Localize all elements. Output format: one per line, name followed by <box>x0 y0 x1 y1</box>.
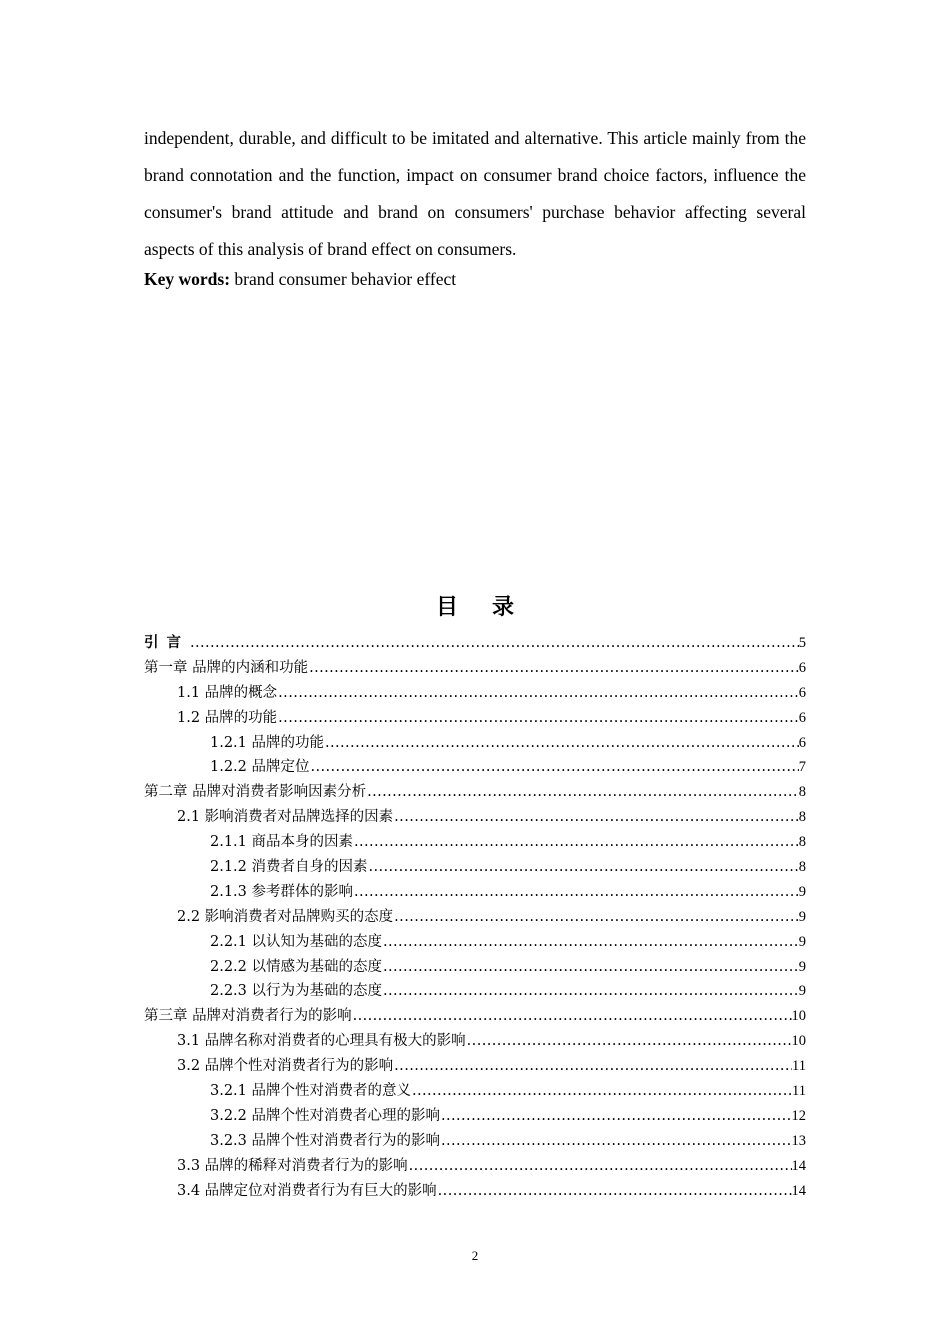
toc-entry-page: 9 <box>798 933 806 950</box>
toc-entry-page: 6 <box>798 659 806 676</box>
toc-entry-page: 10 <box>791 1033 806 1050</box>
toc-leader <box>394 805 799 830</box>
toc-leader <box>325 731 799 756</box>
toc-leader <box>438 1179 792 1204</box>
toc-leader <box>311 755 799 780</box>
toc-entry-page: 6 <box>798 709 806 726</box>
toc-leader <box>367 780 799 805</box>
toc-entry-label: 3.1 品牌名称对消费者的心理具有极大的影响 <box>177 1033 466 1050</box>
toc-leader <box>467 1029 792 1054</box>
toc-entry-3-2-1[interactable] <box>144 1079 806 1104</box>
abstract-paragraph: independent, durable, and difficult to be imitated and alternative. This article mainly from the brand connotation and the function, impact on consumer brand choice factors, influence the consumer's brand attitude and brand on consumers' purchase behavior affecting several aspects of this analysis of brand effect on consumers. <box>144 128 806 259</box>
toc-entry-page: 7 <box>798 759 806 776</box>
toc-entry-3-3[interactable] <box>144 1154 806 1179</box>
table-of-contents <box>144 631 806 1203</box>
toc-leader <box>441 1104 791 1129</box>
toc-entry-label: 2.1.1 商品本身的因素 <box>210 834 354 851</box>
toc-entry-label: 2.1.2 消费者自身的因素 <box>210 859 368 876</box>
toc-entry-page: 9 <box>798 883 806 900</box>
toc-leader <box>354 830 799 855</box>
toc-entry-label: 1.2 品牌的功能 <box>177 709 278 726</box>
toc-entry-2-1-1[interactable] <box>144 830 806 855</box>
toc-entry-2-2-1[interactable] <box>144 930 806 955</box>
toc-leader <box>441 1129 791 1154</box>
toc-entry-label: 2.1.3 参考群体的影响 <box>210 883 354 900</box>
toc-entry-page: 6 <box>798 684 806 701</box>
keywords-line <box>144 268 806 290</box>
toc-leader <box>394 905 799 930</box>
toc-entry-1-2-2[interactable] <box>144 755 806 780</box>
toc-entry-label: 第一章 品牌的内涵和功能 <box>144 659 309 676</box>
toc-entry-page: 9 <box>798 908 806 925</box>
toc-leader <box>278 681 799 706</box>
toc-entry-3-2-3[interactable] <box>144 1129 806 1154</box>
toc-entry-page: 12 <box>791 1107 806 1124</box>
toc-entry-page: 11 <box>792 1083 806 1100</box>
toc-entry-chapter-1[interactable] <box>144 656 806 681</box>
toc-leader <box>383 979 799 1004</box>
toc-leader <box>369 855 799 880</box>
toc-leader <box>309 656 799 681</box>
toc-entry-page: 10 <box>791 1008 806 1025</box>
toc-entry-3-4[interactable] <box>144 1179 806 1204</box>
toc-leader <box>394 1054 792 1079</box>
keywords-value: brand consumer behavior effect <box>234 269 457 289</box>
toc-entry-label: 2.2.3 以行为为基础的态度 <box>210 983 383 1000</box>
toc-entry-2-1[interactable] <box>144 805 806 830</box>
toc-entry-page: 8 <box>798 809 806 826</box>
toc-entry-2-2[interactable] <box>144 905 806 930</box>
toc-entry-3-2-2[interactable] <box>144 1104 806 1129</box>
toc-entry-3-1[interactable] <box>144 1029 806 1054</box>
toc-entry-label: 2.1 影响消费者对品牌选择的因素 <box>177 809 394 826</box>
toc-entry-label: 2.2 影响消费者对品牌购买的态度 <box>177 908 394 925</box>
toc-entry-label: 3.2 品牌个性对消费者行为的影响 <box>177 1058 394 1075</box>
toc-entry-label: 引言 <box>144 634 189 651</box>
toc-entry-3-2[interactable] <box>144 1054 806 1079</box>
toc-entry-label: 3.4 品牌定位对消费者行为有巨大的影响 <box>177 1182 437 1199</box>
toc-leader <box>409 1154 792 1179</box>
toc-entry-label: 3.2.3 品牌个性对消费者行为的影响 <box>210 1132 441 1149</box>
toc-entry-2-2-3[interactable] <box>144 979 806 1004</box>
toc-entry-page: 6 <box>798 734 806 751</box>
toc-title: 目录 <box>435 594 548 620</box>
toc-leader <box>278 706 799 731</box>
toc-entry-introduction[interactable] <box>144 631 806 656</box>
toc-entry-label: 1.2.2 品牌定位 <box>210 759 310 776</box>
toc-entry-label: 第二章 品牌对消费者影响因素分析 <box>144 784 367 801</box>
toc-entry-label: 2.2.2 以情感为基础的态度 <box>210 958 383 975</box>
toc-entry-2-1-2[interactable] <box>144 855 806 880</box>
toc-entry-label: 3.3 品牌的稀释对消费者行为的影响 <box>177 1157 408 1174</box>
toc-entry-page: 9 <box>798 958 806 975</box>
page-number: 2 <box>471 1248 479 1263</box>
toc-entry-label: 第三章 品牌对消费者行为的影响 <box>144 1008 352 1025</box>
toc-entry-page: 11 <box>792 1058 806 1075</box>
toc-entry-2-2-2[interactable] <box>144 955 806 980</box>
toc-leader <box>353 1004 792 1029</box>
toc-entry-page: 5 <box>798 635 806 651</box>
toc-entry-1-2[interactable] <box>144 706 806 731</box>
toc-entry-label: 3.2.1 品牌个性对消费者的意义 <box>210 1083 412 1100</box>
keywords-label: Key words: <box>144 269 231 289</box>
toc-entry-page: 13 <box>791 1132 806 1149</box>
toc-leader <box>412 1079 792 1104</box>
toc-entry-page: 8 <box>798 834 806 851</box>
toc-entry-1-2-1[interactable] <box>144 731 806 756</box>
abstract-section <box>144 120 806 290</box>
toc-entry-page: 14 <box>791 1182 806 1199</box>
toc-leader <box>383 930 799 955</box>
toc-entry-chapter-2[interactable] <box>144 780 806 805</box>
toc-entry-label: 2.2.1 以认知为基础的态度 <box>210 933 383 950</box>
toc-entry-page: 8 <box>798 859 806 876</box>
toc-entry-1-1[interactable] <box>144 681 806 706</box>
toc-leader <box>190 631 799 656</box>
toc-leader <box>354 880 799 905</box>
toc-entry-chapter-3[interactable] <box>144 1004 806 1029</box>
toc-entry-page: 9 <box>798 983 806 1000</box>
toc-leader <box>383 955 799 980</box>
toc-entry-page: 14 <box>791 1157 806 1174</box>
toc-entry-page: 8 <box>798 784 806 801</box>
toc-entry-label: 1.2.1 品牌的功能 <box>210 734 325 751</box>
toc-entry-label: 3.2.2 品牌个性对消费者心理的影响 <box>210 1107 441 1124</box>
toc-entry-2-1-3[interactable] <box>144 880 806 905</box>
toc-entry-label: 1.1 品牌的概念 <box>177 684 278 701</box>
